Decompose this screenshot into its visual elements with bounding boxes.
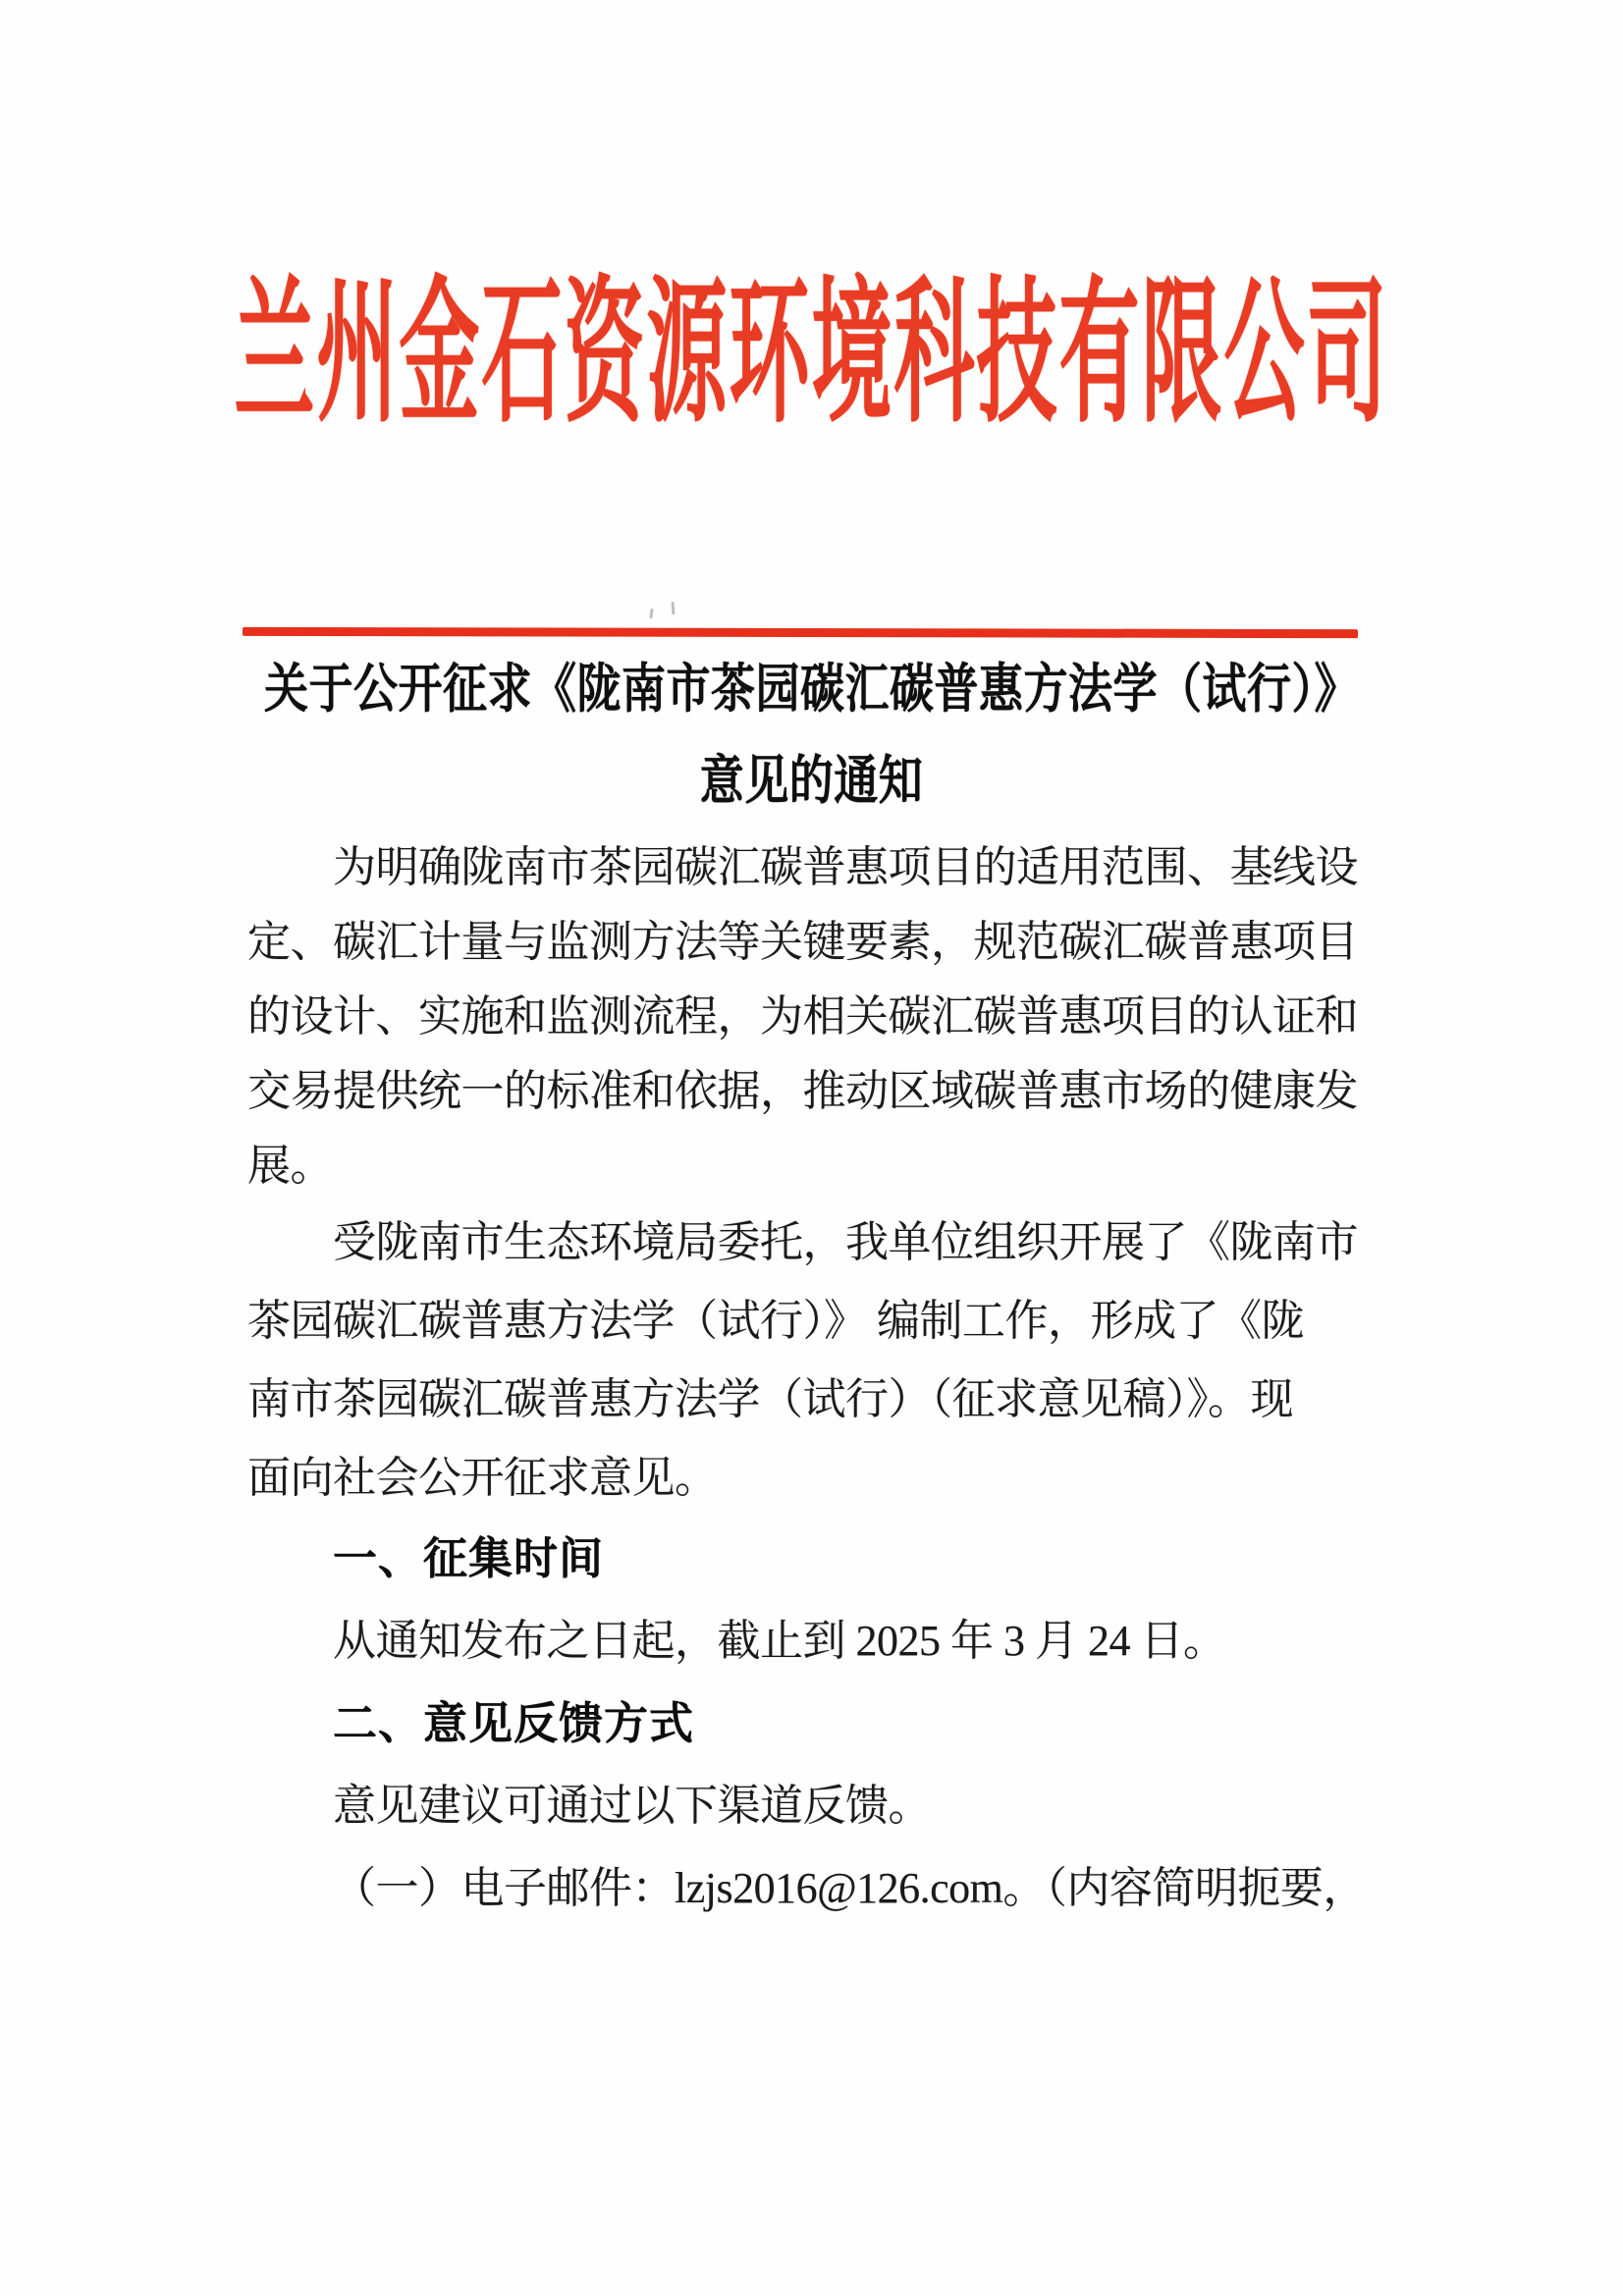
scan-speck <box>649 609 653 618</box>
body-line: 从通知发布之日起，截止到 2025 年 3 月 24 日。 <box>333 1617 1226 1665</box>
document-title-line2: 意见的通知 <box>699 751 924 811</box>
body-line: 茶园碳汇碳普惠方法学（试行）》 编制工作，形成了《陇 <box>247 1297 1304 1345</box>
body-line: 展。 <box>247 1142 333 1190</box>
body-line: 意见建议可通过以下渠道反馈。 <box>333 1782 931 1830</box>
document-body <box>247 830 1367 1930</box>
company-name: 兰州金石资源环境科技有限公司 <box>234 267 1389 442</box>
body-line: （一）电子邮件：lzjs2016@126.com。（内容简明扼要， <box>333 1864 1366 1912</box>
scan-speck <box>672 602 676 614</box>
body-line: 交易提供统一的标准和依据，推动区域碳普惠市场的健康发 <box>247 1067 1358 1115</box>
document-title-line1: 关于公开征求《陇南市茶园碳汇碳普惠方法学（试行）》 <box>263 659 1359 719</box>
section-heading: 二、意见反馈方式 <box>333 1698 695 1748</box>
body-line: 面向社会公开征求意见。 <box>247 1454 718 1502</box>
section-heading: 一、征集时间 <box>333 1533 605 1583</box>
body-line: 的设计、实施和监测流程，为相关碳汇碳普惠项目的认证和 <box>247 992 1358 1041</box>
letterhead-rule <box>243 627 1358 638</box>
body-line: 南市茶园碳汇碳普惠方法学（试行）（征求意见稿）》。现 <box>247 1375 1293 1423</box>
body-line: 定、碳汇计量与监测方法等关键要素，规范碳汇碳普惠项目 <box>247 918 1358 966</box>
body-line: 受陇南市生态环境局委托，我单位组织开展了《陇南市 <box>333 1218 1358 1266</box>
document-title <box>0 643 1623 811</box>
letterhead <box>0 267 1623 442</box>
body-line: 为明确陇南市茶园碳汇碳普惠项目的适用范围、基线设 <box>333 843 1358 891</box>
